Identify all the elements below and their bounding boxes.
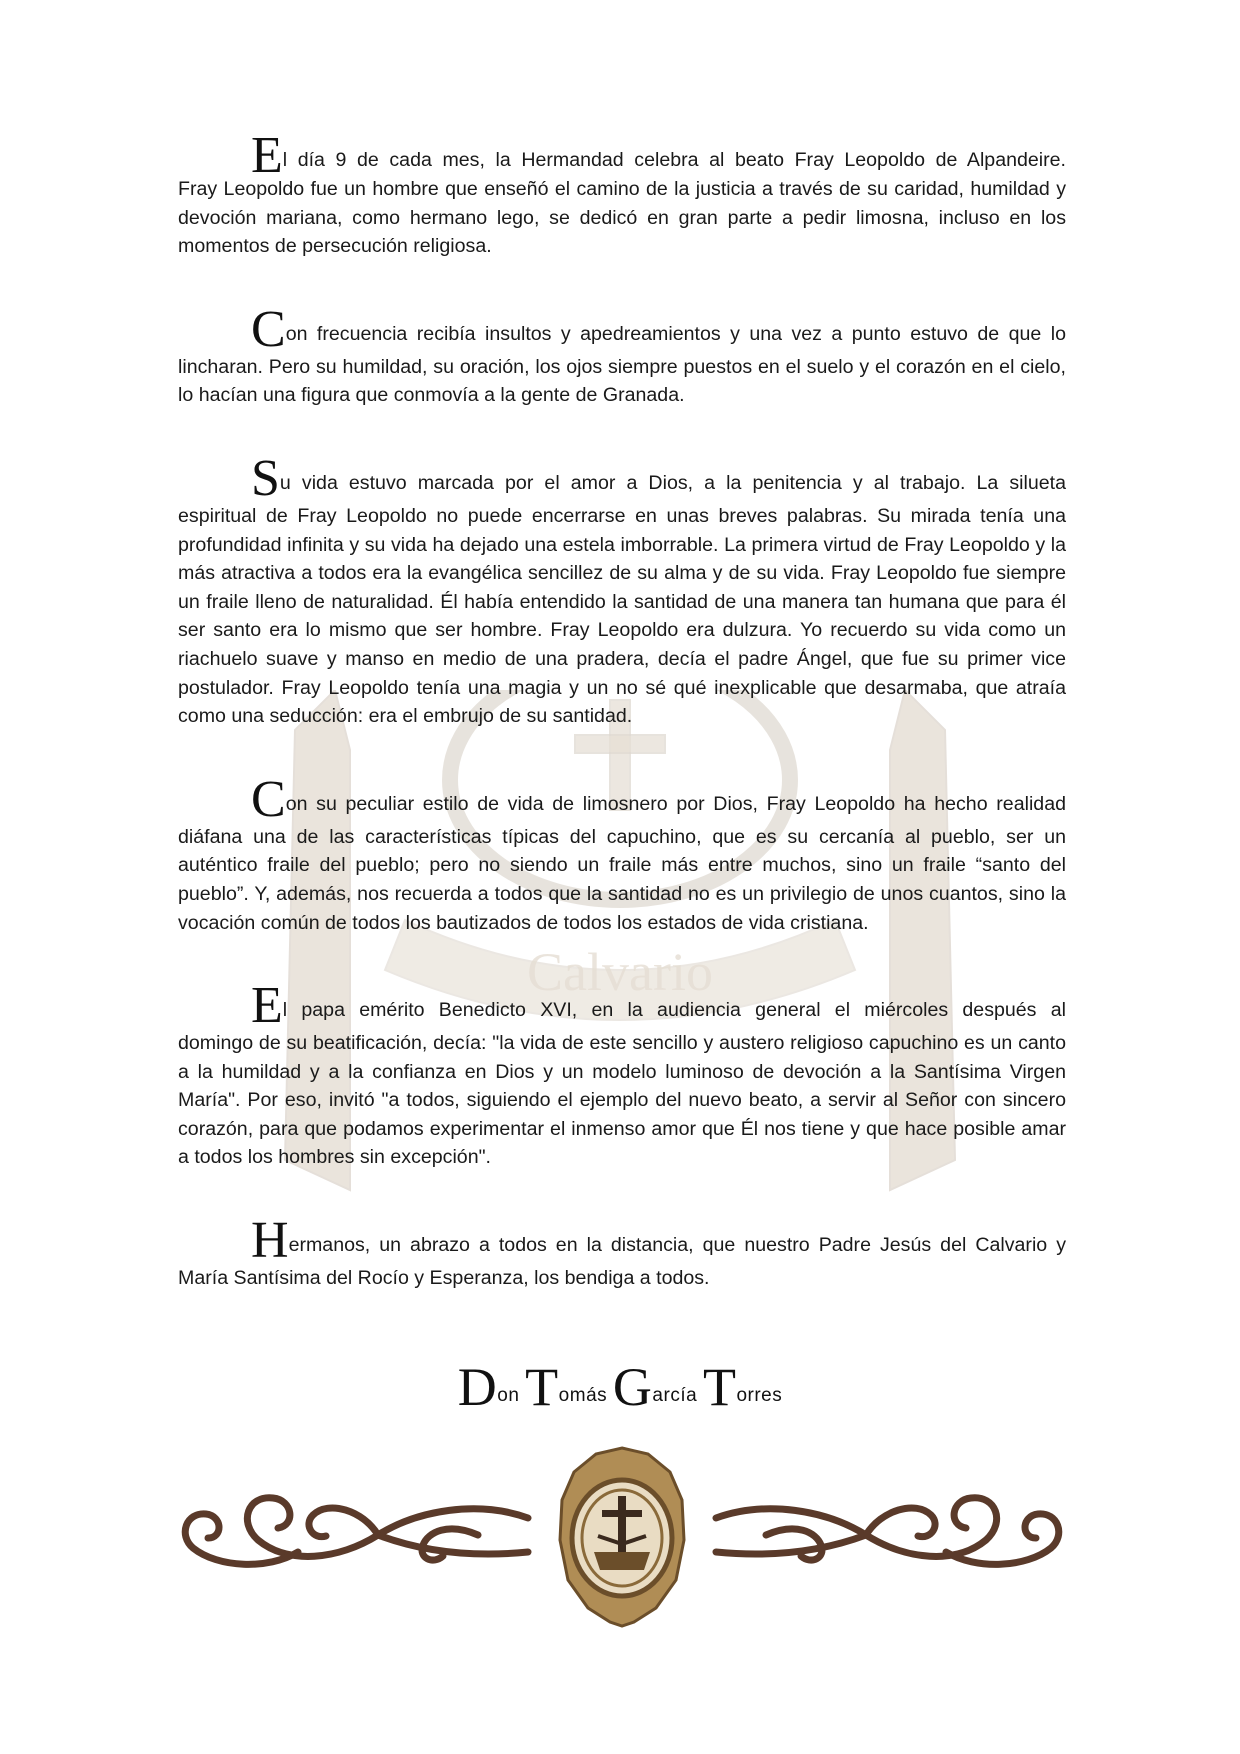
paragraph-1-first-line (178, 127, 1066, 184)
paragraph-4-dropcap: C (251, 770, 286, 828)
signature-cap-4: T (702, 1357, 737, 1417)
paragraph-4-first-line (178, 770, 1066, 828)
paragraph-6 (178, 1212, 1066, 1293)
scroll-ornament-with-seal (178, 1440, 1066, 1630)
paragraph-4-text: diáfana una de las características típicas del capuchino, que es su cercanía al pueblo, ser un auténtico fraile del pueblo; pero no siendo un fraile más entre muchos, sino un fraile “santo del pueblo”. Y, además, nos recuerda a todos que la santidad no es un privilegio de unos cuantos, sino la vocación común de todos los bautizados de todos los estados de vida cristiana. (178, 825, 1066, 934)
signature-word-3: arcía (652, 1385, 698, 1406)
paragraph-6-text: María Santísima del Rocío y Esperanza, los bendiga a todos. (178, 1267, 710, 1290)
signature-cap-3: G (612, 1357, 653, 1417)
paragraph-6-first-text: ermanos, un abrazo a todos en la distancia, que nuestro Padre Jesús del Calvario y (288, 1234, 1066, 1257)
paragraph-3-first-text: u vida estuvo marcada por el amor a Dios, a la penitencia y al trabajo. La silueta (279, 471, 1066, 494)
paragraph-6-first-line (178, 1212, 1066, 1270)
paragraph-5 (178, 977, 1066, 1172)
signature-word-4: orres (736, 1385, 783, 1406)
watermark-text: Calvario (527, 942, 713, 1002)
hermandad-seal-icon (560, 1448, 684, 1626)
paragraph-5-first-text: l papa emérito Benedicto XVI, en la audiencia general el miércoles después al (282, 999, 1066, 1022)
paragraph-1-first-text: l día 9 de cada mes, la Hermandad celebra al beato Fray Leopoldo de Alpandeire. (282, 149, 1066, 171)
paragraph-4 (178, 770, 1066, 937)
signature-cap-1: D (457, 1357, 498, 1417)
signature-cap-2: T (525, 1357, 559, 1417)
paragraph-2-text: lincharan. Pero su humildad, su oración, los ojos siempre puestos en el suelo y el corazón en el cielo, lo hacían una figura que conmovía a la gente de Granada. (178, 355, 1066, 407)
paragraph-3-first-line (178, 449, 1066, 507)
signature-word-1: on (497, 1385, 520, 1406)
paragraph-3 (178, 449, 1066, 731)
signature-word-2: omás (558, 1385, 608, 1406)
paragraph-2-first-text: on frecuencia recibía insultos y apedreamientos y una vez a punto estuvo de que lo (285, 322, 1066, 345)
letter-body (178, 127, 1066, 1315)
paragraph-6-dropcap: H (251, 1212, 289, 1270)
paragraph-1 (178, 127, 1066, 261)
paragraph-3-text: espiritual de Fray Leopoldo no puede encerrarse en unas breves palabras. Su mirada tenía una profundidad infinita y su vida ha dejado una estela imborrable. La primera virtud de Fray Leopoldo y la más atractiva a todos era la evangélica sencillez de su alma y de su vida. Fray Leopoldo fue siempre un fraile lleno de naturalidad. Él había entendido la santidad de una manera tan humana que para él ser santo era lo mismo que ser hombre. Fray Leopoldo era dulzura. Yo recuerdo su vida como un riachuelo suave y manso en medio de una pradera, decía el padre Ángel, que fue su primer vice postulador. Fray Leopoldo tenía una magia y un no sé qué inexplicable que desarmaba, que atraía como una seducción: era el embrujo de su santidad. (178, 504, 1066, 728)
paragraph-2 (178, 300, 1066, 410)
paragraph-4-first-text: on su peculiar estilo de vida de limosnero por Dios, Fray Leopoldo ha hecho realidad (285, 792, 1066, 815)
paragraph-2-dropcap: C (251, 300, 286, 358)
paragraph-1-dropcap: E (251, 127, 283, 184)
paragraph-2-first-line (178, 300, 1066, 358)
paragraph-3-dropcap: S (251, 449, 280, 507)
paragraph-5-first-line (178, 977, 1066, 1035)
paragraph-5-dropcap: E (251, 977, 283, 1035)
signature (0, 1356, 1240, 1418)
paragraph-5-text: domingo de su beatificación, decía: "la vida de este sencillo y austero religioso capuchino es un canto a la humildad y a la confianza en Dios y un modelo luminoso de devoción a la Santísima Virgen María". Por eso, invitó "a todos, siguiendo el ejemplo del nuevo beato, a servir al Señor con sincero corazón, para que podamos experimentar el inmenso amor que Él nos tiene y que hace posible amar a todos los hombres sin excepción". (178, 1032, 1066, 1169)
paragraph-1-text: Fray Leopoldo fue un hombre que enseñó el camino de la justicia a través de su caridad, humildad y devoción mariana, como hermano lego, se dedicó en gran parte a pedir limosna, incluso en los momentos de persecución religiosa. (178, 178, 1066, 258)
